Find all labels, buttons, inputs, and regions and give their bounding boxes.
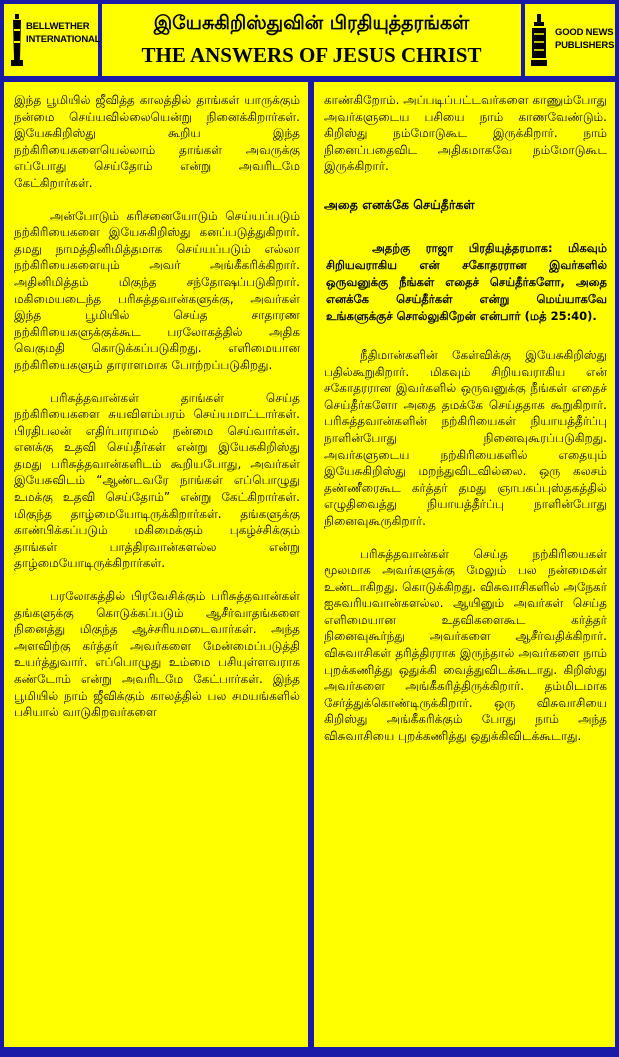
logo-right-line1: GOOD NEWS (555, 27, 614, 38)
right-paragraph-top: காண்கிறோம். அப்படிப்பட்டவர்களை காணும்போது அவர்களுடைய பசியை நாம் காணவேண்டும். கிறிஸ்து நம்மோடுகூட இருக்கிறார். நாம் நினைப்பதைவிட அதிகமாகவே நம்மோடுகூட இருக்கிறார். (324, 93, 607, 174)
left-paragraph: இந்த பூமியில் ஜீவித்த காலத்தில் தாங்கள் யாருக்கும் நன்மை செய்யவில்லையென்று நினைக்கிறார்கள். இயேசுகிறிஸ்து கூறிய இந்த நற்கிரியைகளையெல்லாம் தாங்கள் அவருக்கு எப்போது செய்தோம் என்று அவரிடமே கேட்கிறார்கள். (14, 93, 300, 190)
right-paragraph: நீதிமான்களின் கேள்விக்கு இயேசுகிறிஸ்து பதில்கூறுகிறார். மிகவும் சிறியவராகிய என் சகோதரரான இவர்களில் ஒருவனுக்கு நீங்கள் எதைச் செய்தீர்களோ அதை தமக்கே செய்ததாக கூறுகிறார். பரிசுத்தவான்களின் நற்கிரியைகள் நியாயத்தீர்ப்பு நாளின்போது நினைவுகூரப்படுகிறது. அவர்களுடைய நற்கிரியைகளில் எதையும் இயேசுகிறிஸ்து மறந்துவிடவில்லை. ஒரு கலசம் தண்ணீரைகூட கர்த்தர் தமது ஞாபகப்புஸ்தகத்தில் எழுதிவைத்து நியாயத்தீர்ப்பு நாளின்போது நினைவுகூருகிறார். (324, 347, 607, 528)
left-paragraph: பரலோகத்தில் பிரவேசிக்கும் பரிசுத்தவான்கள் தங்களுக்கு கொடுக்கப்படும் ஆசீர்வாதங்களை நினைத்து மிகுந்த ஆச்சரியமடைவார்கள். அந்த அளவிற்கு கர்த்தர் அவர்களை மேன்மைப்படுத்தி உயர்த்துவார். எப்பொழுது உம்மை பசியுள்ளவராக கண்டோம் என்று அவரிடமே கேட்பார்கள். இந்த பூமியில் நாம் ஜீவிக்கும் காலத்தில் பல சமயங்களில் பசியால் வாடுகிறவர்களை (14, 589, 300, 720)
page-header (4, 4, 615, 76)
logo-left-text (26, 20, 100, 46)
left-paragraph: பரிசுத்தவான்கள் தாங்கள் செய்த நற்கிரியைகளை சுயவிளம்பரம் செய்யமாட்டார்கள். பிரதிபலன் எதிர்பாராமல் நன்மை செய்வார்கள். எனக்கு உதவி செய்தீர்கள் என்று இயேசுகிறிஸ்து தமது பரிசுத்தவான்களிடம் கூறியபோது, அவர்கள் இயேசுவிடம் “ஆண்டவரே நாங்கள் எப்பொழுது உமக்கு உதவி செய்தோம்” என்று கேட்கிறார்கள். மிகுந்த தாழ்மையோடிருக்கிறார்கள். தங்களுக்கு காண்பிக்கப்படும் மகிமைக்கும் புகழ்ச்சிக்கும் தாங்கள் பாத்திரவான்களல்ல என்று தாழ்மையோடிருக்கிறார்கள். (14, 390, 300, 571)
logo-right-text (555, 26, 614, 52)
scripture-quote: அதற்கு ராஜா பிரதியுத்தரமாக: மிகவும் சிறியவராகிய என் சகோதரரான இவர்களில் ஒருவனுக்கு நீங்கள் எதைச் செய்தீர்களோ, அதை எனக்கே செய்தீர்கள் என்று மெய்யாகவே உங்களுக்குச் சொல்லுகிறேன் என்பார் (மத் 25:40). (326, 240, 607, 323)
good-news-logo (525, 4, 615, 76)
left-column (4, 82, 308, 1047)
left-paragraph: அன்போடும் கரிசனையோடும் செய்யப்படும் நற்கிரியைகளை இயேசுகிறிஸ்து கனப்படுத்துகிறார். தமது நாமத்தினிமித்தமாக செய்யப்படும் எல்லா நற்கிரியைகளையும் அவர் அங்கீகரிக்கிறார். அதினிமித்தம் மிகுந்த சந்தோஷப்படுகிறார். மகிமையடைந்த பரிசுத்தவான்களுக்கு, அவர்கள் இந்த பூமியில் செய்த சாதாரண நற்கிரியைகளுக்குக்கூட பரலோகத்தில் அதிக வெகுமதி கொடுக்கப்படுகிறது. எளிமையான நற்கிரியைகளும் தாராளமாக போற்றப்படுகிறது. (14, 208, 300, 372)
logo-left-line2: INTERNATIONAL (26, 34, 101, 45)
lighthouse-icon (10, 12, 24, 68)
book-stack-icon (531, 12, 553, 68)
title-english: THE ANSWERS OF JESUS CHRIST (141, 43, 482, 67)
title-box (102, 4, 521, 76)
bellwether-logo (4, 4, 101, 76)
right-column (314, 82, 615, 1047)
logo-left-line1: BELLWETHER (26, 21, 90, 32)
logo-right-line2: PUBLISHERS (555, 40, 615, 51)
right-paragraph: பரிசுத்தவான்கள் செய்த நற்கிரியைகள் மூலமாக அவர்களுக்கு மேலும் பல நன்மைகள் உண்டாகிறது. கொடுக்கிறது. விசுவாசிகளில் அநேகர் ஐசுவரியவான்களல்ல. ஆயினும் அவர்கள் செய்த எளிமையான உதவிகளைகூட கர்த்தர் நினைவுகூர்ந்து அவர்களை ஆசீர்வதிக்கிறார். விசுவாசிகள் தரித்திரராக இருந்தால் அவர்களை நாம் புறக்கணித்து ஒதுக்கி வைத்துவிடக்கூடாது. கிறிஸ்து அவர்களை அங்கீகரித்திருக்கிறார். தம்மிடமாக சேர்த்துக்கொண்டிருக்கிறார். ஒரு விசுவாசியை கிறிஸ்து அங்கீகரிக்கும் போது நாம் அந்த விசுவாசியை புறக்கணித்து ஒதுக்கிவிடக்கூடாது. (324, 546, 607, 744)
title-tamil: இயேசுகிறிஸ்துவின் பிரதியுத்தரங்கள் (153, 12, 470, 34)
section-heading: அதை எனக்கே செய்தீர்கள் (324, 196, 475, 212)
